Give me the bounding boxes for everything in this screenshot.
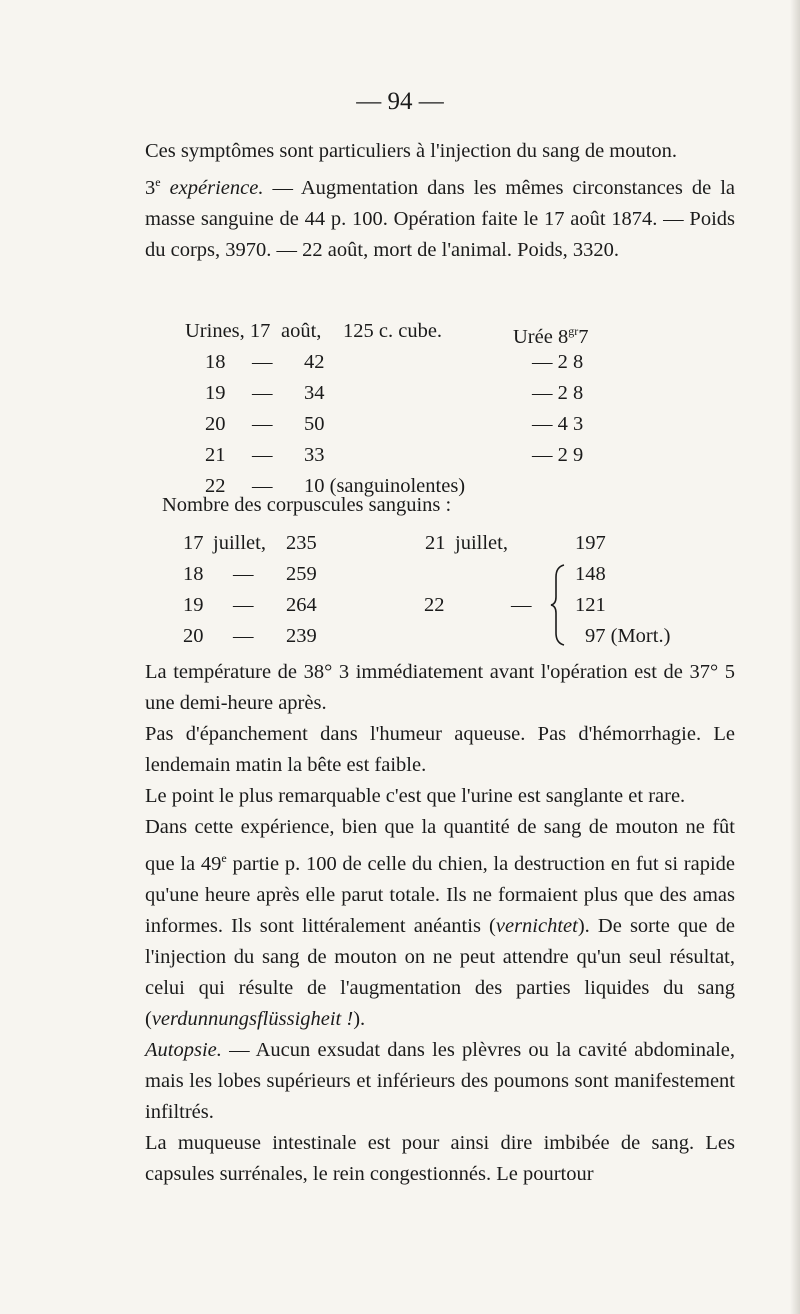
experiment-text: — Augmentation dans les mêmes circonstances de la masse sanguine de 44 p. 100. Opération faite le 17 août 1874. — Poids du corps, 3970. — 22 août, mort de l'animal. Poids, 3320.: [145, 176, 736, 261]
paragraph-autopsie: Autopsie. — Aucun exsudat dans les plèvres ou la cavité abdominale, mais les lobes supérieurs et inférieurs des poumons sont manifestement infiltrés.: [145, 1038, 735, 1123]
paragraph-epanchement: Pas d'épanchement dans l'humeur aqueuse. Pas d'hémorrhagie. Le lendemain matin la bête est faible.: [145, 723, 735, 776]
paragraph-muqueuse: La muqueuse intestinale est pour ainsi dire imbibée de sang. Les capsules surrénales, le rein congestionnés. Le pourtour: [145, 1131, 735, 1185]
experiment-paragraph: [145, 167, 735, 266]
paragraph-temperature: La température de 38° 3 immédiatement avant l'opération est de 37° 5 une demi-heure après.: [145, 661, 735, 714]
urines-row: 20 — 50 — 4 3: [205, 413, 584, 435]
body-text: [145, 657, 735, 1190]
page-edge: [790, 0, 800, 1314]
corpuscles-title: Nombre des corpuscules sanguins :: [162, 494, 452, 516]
intro-block: [145, 136, 735, 266]
intro-line: Ces symptômes sont particuliers à l'injection du sang de mouton.: [145, 140, 678, 162]
urines-row: 19 — 34 — 2 8: [205, 382, 584, 404]
experiment-label: expérience.: [169, 176, 264, 199]
urines-row: Urines, 17 août, 125 c. cube. Urée $8^{gr}7$: [185, 320, 589, 348]
paragraph-urine: Le point le plus remarquable c'est que l'urine est sanglante et rare.: [145, 785, 686, 807]
urines-row: 18 — 42 — 2 8: [205, 351, 584, 373]
urines-row: 22 — 10 (sanguinolentes): [205, 475, 466, 497]
urines-row: 21 — 33 — 2 9: [205, 444, 584, 466]
corpuscles-table: 17 juillet, 235 18 — 259 19 — 264 20 — 239 21 juillet, 197 22 — 148 121 97 (Mort.): [183, 532, 671, 647]
experiment-sup: e: [155, 175, 161, 189]
paragraph-experience: Dans cette expérience, bien que la quantité de sang de mouton ne fût que la 49e partie p. 100 de celle du chien, la destruction en fut si rapide qu'une heure après elle parut totale. Ils ne formaient plus que des amas informes. Ils sont littéralement anéantis (vernichtet). De sorte que de l'injection du sang de mouton on ne peut attendre qu'un seul résultat, celui qui résulte de l'augmentation des parties liquides du sang (verdunnungsflüssigheit !).: [145, 816, 735, 1030]
page-number: — 94 —: [356, 88, 444, 115]
experiment-number: 3: [145, 176, 156, 199]
group-brace: [550, 563, 568, 647]
urines-table: [185, 316, 705, 502]
